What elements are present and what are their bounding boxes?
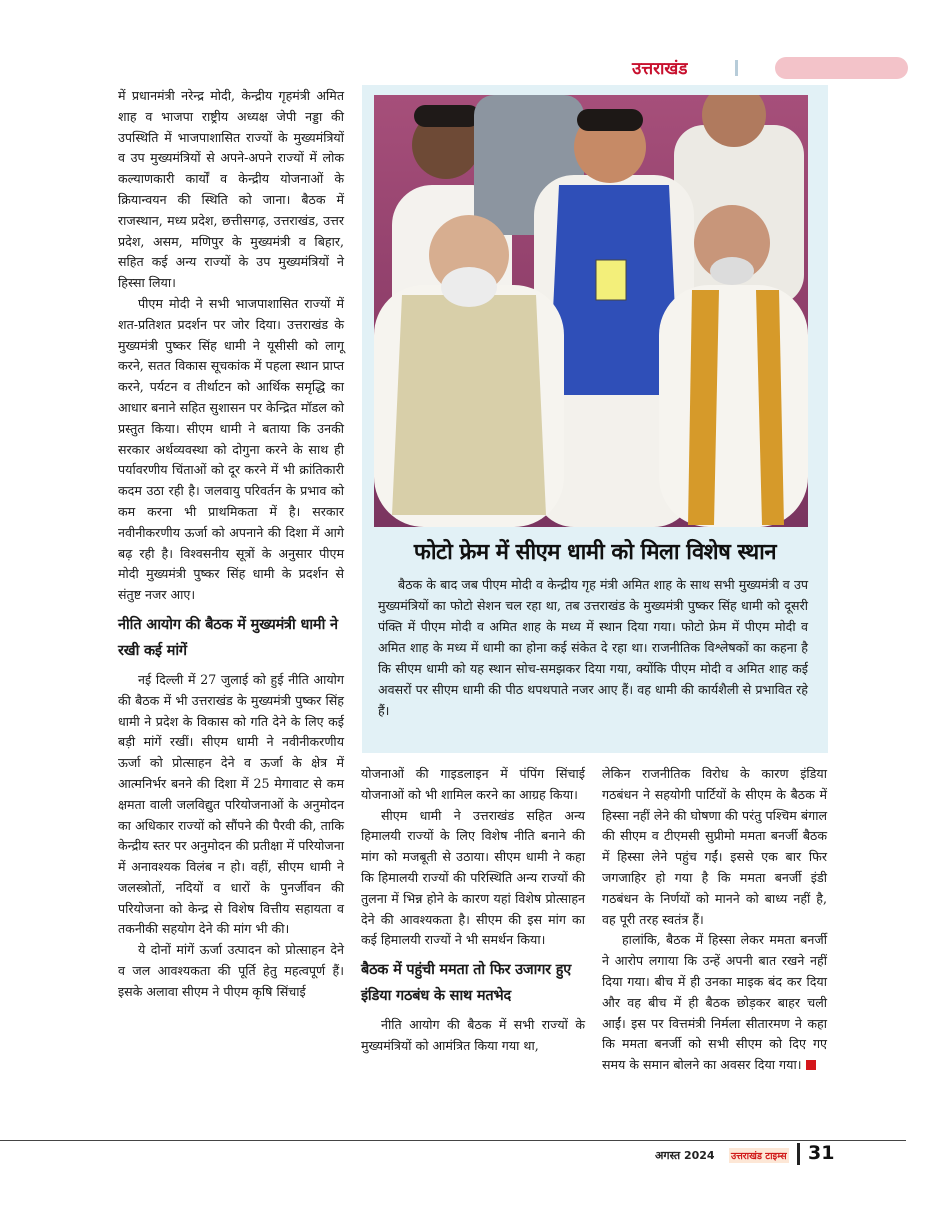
right-paragraph-1: लेकिन राजनीतिक विरोध के कारण इंडिया गठबंधन ने सहयोगी पार्टियों के सीएम के बैठक में हिस्सा नहीं लेने की घोषणा की परंतु पश्चिम बंगाल की सीएम व टीएमसी सुप्रीमो ममता बनर्जी बैठक में हिस्सा लेने पहुंच गईं। इससे एक बार फिर जगजाहिर हो गया है कि ममता बनर्जी इंडी गठबंधन के निर्णयों को मानने को बाध्य नहीं है, वह पूरी तरह स्वतंत्र हैं।: [602, 766, 827, 927]
footer-rule: [0, 1140, 906, 1141]
group-photo-illustration: [374, 95, 808, 527]
middle-paragraph-3: नीति आयोग की बैठक में सभी राज्यों के मुख्यमंत्रियों को आमंत्रित किया गया था,: [361, 1017, 585, 1053]
right-paragraph-2: [602, 930, 827, 1076]
middle-column: [361, 764, 585, 1057]
footer-magazine-logo: उत्तराखंड टाइम्स: [729, 1148, 789, 1163]
left-paragraph-3: नई दिल्ली में 27 जुलाई को हुई नीति आयोग की बैठक में भी उत्तराखंड के मुख्यमंत्री पुष्कर सिंह धामी ने प्रदेश के विकास को गति देने के लिए कई बड़ी मांगें रखीं। सीएम धामी ने नवीनीकरणीय ऊर्जा को प्रोत्साहन देने व ऊर्जा के क्षेत्र में आत्मनिर्भर बनने की दिशा में 25 मेगावाट से कम क्षमता वाली जलविद्युत परियोजनाओं के अनुमोदन का अधिकार राज्यों को सौंपने की पैरवी की, ताकि केन्द्रीय स्तर पर अनुमोदन की प्रतीक्षा में परियोजना में अनावश्यक विलंब न हो। वहीं, सीएम धामी ने जलस्त्रोतों, नदियों व धारों के पुनर्जीवन की परियोजना को केन्द्र से विशेष वित्तीय सहायता व तकनीकी सहयोग देने की मांग भी की।: [118, 671, 344, 937]
section-tag: उत्तराखंड: [632, 59, 688, 79]
feature-body: बैठक के बाद जब पीएम मोदी व केन्द्रीय गृह मंत्री अमित शाह के साथ सभी मुख्यमंत्री व उप मुख्यमंत्रियों का फोटो सेशन चल रहा था, तब उत्तराखंड के मुख्यमंत्री पुष्कर सिंह धामी को दूसरी पंक्ति में पीएम मोदी व अमित शाह के मध्य में स्थान दिया गया। फोटो फ्रेम में पीएम मोदी व अमित शाह के मध्य में धामी का होना कई संकेत दे रहा था। राजनीतिक विश्लेषकों का कहना है कि सीएम धामी को यह स्थान सोच-समझकर दिया गया, क्योंकि पीएम मोदी व अमित शाह कई अवसरों पर सीएम धामी की पीठ थपथपाते नजर आए हैं। वह धामी की कार्यशैली से प्रभावित रहे हैं।: [378, 577, 808, 718]
left-column: [118, 86, 344, 1003]
left-paragraph-1: में प्रधानमंत्री नरेन्द्र मोदी, केन्द्रीय गृहमंत्री अमित शाह व भाजपा राष्ट्रीय अध्यक्ष जेपी नड्डा की उपस्थिति में भाजपाशासित राज्यों के मुख्यमंत्रियों व उप मुख्यमंत्रियों से अपने-अपने राज्यों में लोक कल्याणकारी कार्यों व केन्द्रीय योजनाओं के क्रियान्वयन की स्थिति को जाना। बैठक में राजस्थान, मध्य प्रदेश, छत्तीसगढ़, उत्तराखंड, उत्तर प्रदेश, असम, मणिपुर के मुख्यमंत्री व बिहार, सहित कई अन्य राज्यों के उप मुख्यमंत्रियों ने हिस्सा लिया।: [118, 88, 344, 291]
header-divider: [735, 60, 738, 76]
page-number: 31: [808, 1142, 835, 1164]
footer-divider: [797, 1143, 800, 1165]
header-pill-decoration: [775, 57, 908, 79]
group-photo: [374, 95, 808, 527]
right-column: [602, 764, 827, 1076]
right-paragraph-2-text: हालांकि, बैठक में हिस्सा लेकर ममता बनर्जी ने आरोप लगाया कि उन्हें अपनी बात रखने नहीं दिया गया। बीच में ही उनका माइक बंद कर दिया और वह बीच में ही बैठक छोड़कर बाहर चली आईं। इस पर वित्तमंत्री निर्मला सीतारमण ने कहा कि ममता बनर्जी को सभी सीएम को दिए गए समय के समान बोलने का अवसर दिया गया।: [602, 932, 827, 1073]
middle-paragraph-1: योजनाओं की गाइडलाइन में पंपिंग सिंचाई योजनाओं को भी शामिल करने का आग्रह किया।: [361, 766, 585, 802]
middle-paragraph-2: सीएम धामी ने उत्तराखंड सहित अन्य हिमालयी राज्यों के लिए विशेष नीति बनाने की मांग को मजबूती से उठाया। सीएम धामी ने कहा कि हिमालयी राज्यों की परिस्थिति अन्य राज्यों की तुलना में भिन्न होने के कारण यहां विशेष प्रोत्साहन देने की आवश्यकता है। सीएम की इस मांग का कई हिमालयी राज्यों ने भी समर्थन किया।: [361, 807, 585, 948]
left-paragraph-4: ये दोनों मांगें ऊर्जा उत्पादन को प्रोत्साहन देने व जल आवश्यकता की पूर्ति हेतु महत्वपूर्ण हैं। इसके अलावा सीएम ने पीएम कृषि सिंचाई: [118, 942, 344, 999]
left-paragraph-2: पीएम मोदी ने सभी भाजपाशासित राज्यों में शत-प्रतिशत प्रदर्शन पर जोर दिया। उत्तराखंड के मुख्यमंत्री पुष्कर सिंह धामी ने यूसीसी को लागू करने, सतत विकास सूचकांक में पहला स्थान प्राप्त करने, पर्यटन व तीर्थाटन को आर्थिक समृद्धि का आधार बनाने सहित सुशासन पर केन्द्रित मॉडल को प्रस्तुत किया। सीएम धामी ने बताया कि उनकी सरकार अर्थव्यवस्था को दोगुना करने के साथ ही पर्यावरणीय चिंताओं को दूर करने में भी क्रांतिकारी कदम उठा रही है। जलवायु परिवर्तन के प्रभाव को कम करना भी प्राथमिकता में है। सरकार नवीनीकरणीय ऊर्जा को अपनाने की दिशा में आगे बढ़ रही है। विश्वसनीय सूत्रों के अनुसार पीएम मोदी मुख्यमंत्री पुष्कर सिंह धामी के प्रदर्शन से संतुष्ट नजर आए।: [118, 295, 344, 603]
footer-month: अगस्त 2024: [655, 1149, 715, 1162]
middle-subheading: बैठक में पहुंची ममता तो फिर उजागर हुए इंडिया गठबंध के साथ मतभेद: [361, 962, 572, 1005]
feature-headline: फोटो फ्रेम में सीएम धामी को मिला विशेष स्थान: [413, 540, 777, 565]
feature-box: [362, 85, 828, 753]
left-subheading: नीति आयोग की बैठक में मुख्यमंत्री धामी ने रखी कई मांगें: [118, 616, 338, 659]
article-end-mark: [806, 1060, 816, 1070]
